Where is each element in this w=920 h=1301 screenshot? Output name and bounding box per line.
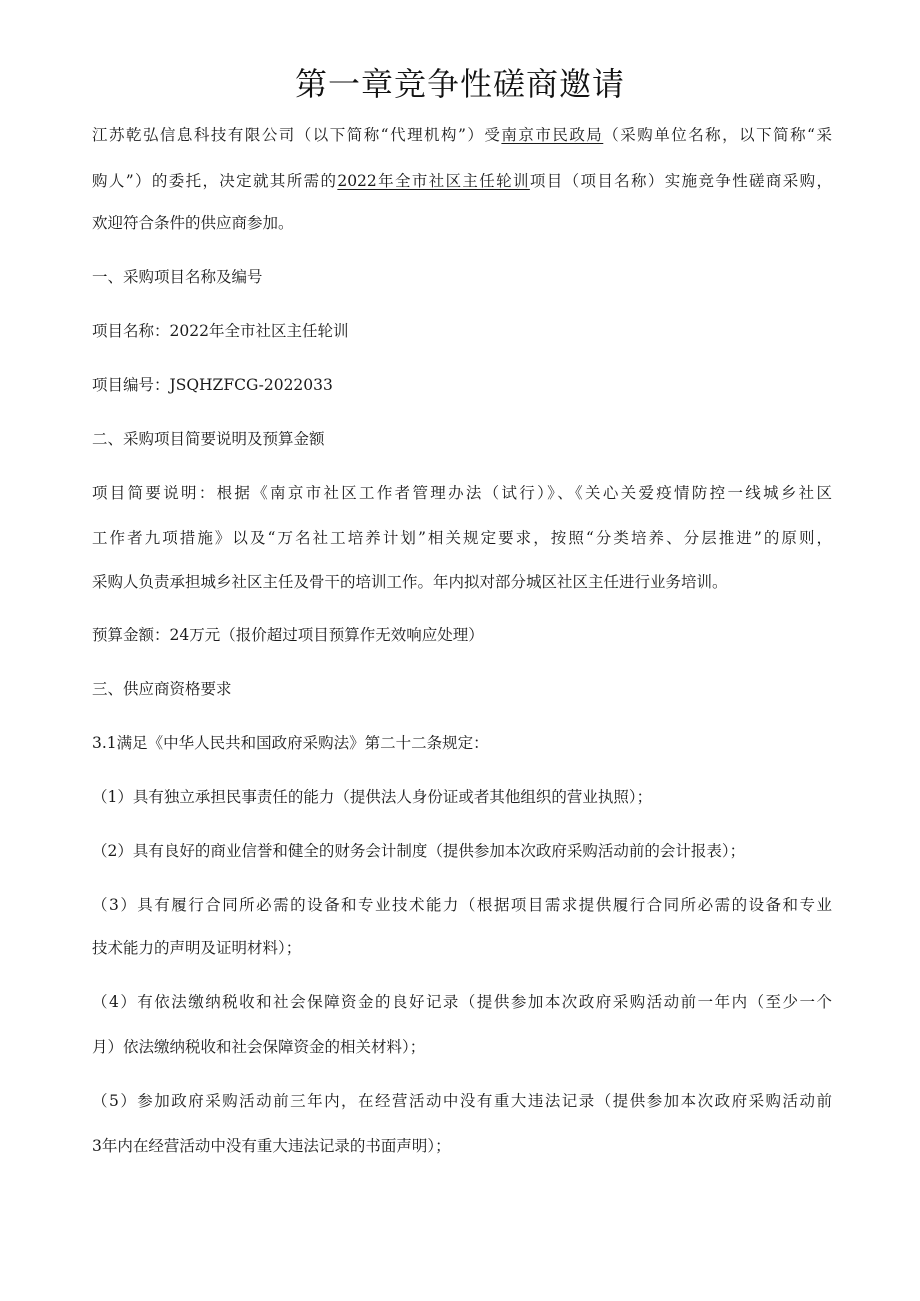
- summary-line-3: 采购人负责承担城乡社区主任及骨干的培训工作。年内拟对部分城区社区主任进行业务培训。: [92, 573, 728, 591]
- section-heading-3: 三、供应商资格要求: [92, 680, 232, 698]
- intro-line-2: [92, 170, 832, 192]
- intro-text: 项目（项目名称）实施竞争性磋商采购，: [529, 172, 832, 190]
- requirement-item-4-cont: 月）依法缴纳税收和社会保障资金的相关材料）；: [92, 1038, 426, 1056]
- requirement-item-4: （4）有依法缴纳税收和社会保障资金的良好记录（提供参加本次政府采购活动前一年内（至少一个: [92, 993, 832, 1011]
- budget-amount: 预算金额：24万元（报价超过项目预算作无效响应处理）: [92, 626, 484, 644]
- clause-3-1: 3.1满足《中华人民共和国政府采购法》第二十二条规定：: [92, 734, 489, 752]
- page-title: 第一章竞争性磋商邀请: [294, 65, 625, 103]
- project-code: 项目编号：JSQHZFCG-2022033: [92, 376, 333, 394]
- summary-line-1: 项目简要说明：根据《南京市社区工作者管理办法（试行）》、《关心关爱疫情防控一线城乡社区: [92, 484, 832, 502]
- intro-line-3: 欢迎符合条件的供应商参加。: [92, 214, 294, 232]
- requirement-item-3-cont: 技术能力的声明及证明材料）；: [92, 939, 302, 957]
- requirement-item-5: （5）参加政府采购活动前三年内，在经营活动中没有重大违法记录（提供参加本次政府采购活动前: [92, 1092, 832, 1110]
- section-heading-1: 一、采购项目名称及编号: [92, 268, 263, 286]
- project-title-underlined: 2022年全市社区主任轮训: [337, 172, 530, 190]
- summary-line-2: 工作者九项措施》以及“万名社工培养计划”相关规定要求，按照“分类培养、分层推进”的原则，: [92, 529, 832, 547]
- requirement-item-3: （3）具有履行合同所必需的设备和专业技术能力（根据项目需求提供履行合同所必需的设备和专业: [92, 896, 832, 914]
- requirement-item-1: （1）具有独立承担民事责任的能力（提供法人身份证或者其他组织的营业执照）；: [92, 788, 653, 806]
- requirement-item-5-cont: 3年内在经营活动中没有重大违法记录的书面声明）；: [92, 1137, 451, 1155]
- intro-text: 购人”）的委托，决定就其所需的: [92, 172, 338, 190]
- intro-line-1: [92, 124, 832, 146]
- section-heading-2: 二、采购项目简要说明及预算金额: [92, 430, 325, 448]
- requirement-item-2: （2）具有良好的商业信誉和健全的财务会计制度（提供参加本次政府采购活动前的会计报表）；: [92, 842, 746, 860]
- purchaser-name: 南京市民政局: [501, 126, 604, 144]
- intro-text: （采购单位名称，以下简称“采: [603, 126, 832, 144]
- intro-text: 江苏乾弘信息科技有限公司（以下简称“代理机构”）受: [92, 126, 502, 144]
- project-name: 项目名称：2022年全市社区主任轮训: [92, 322, 349, 340]
